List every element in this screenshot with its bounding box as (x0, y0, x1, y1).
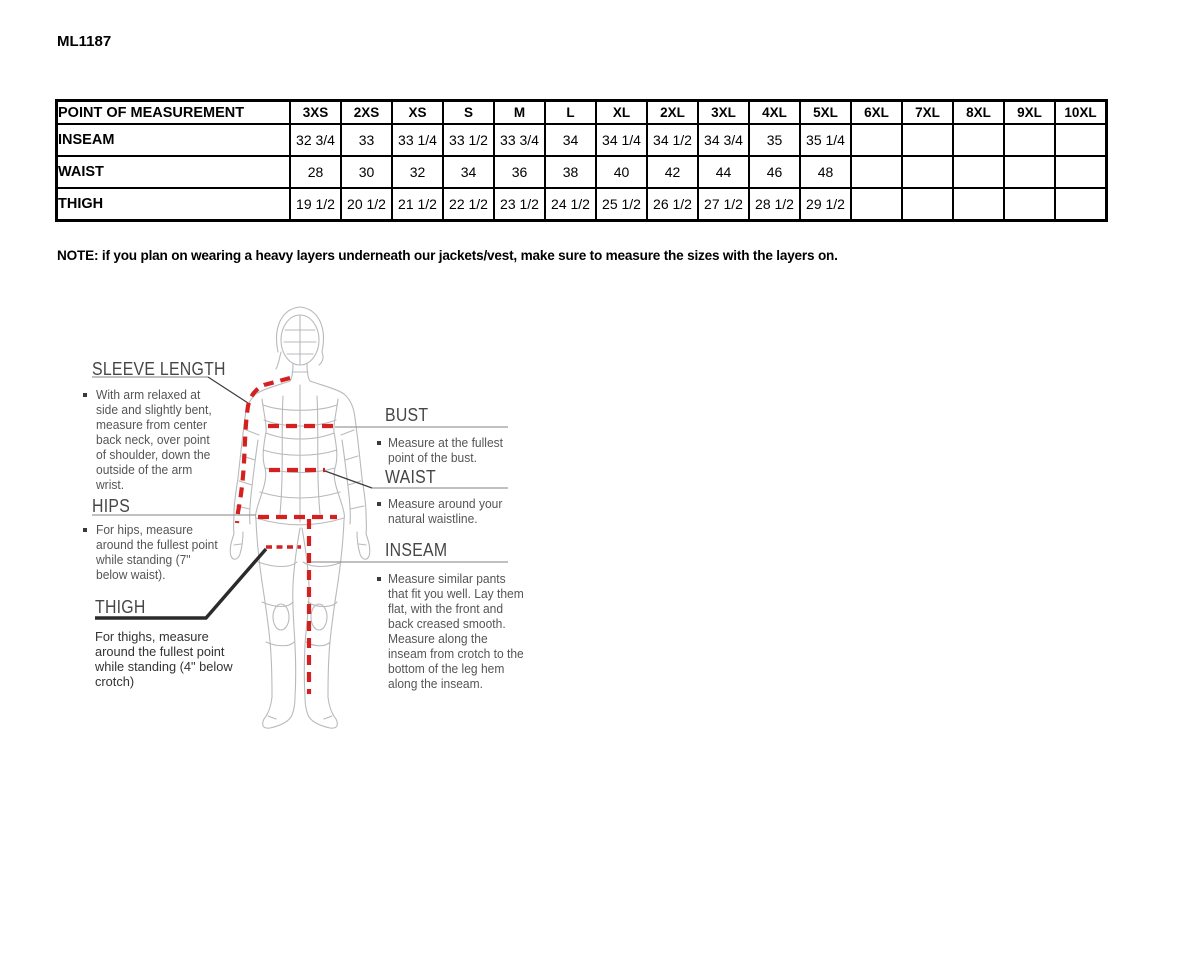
header-cell: 2XS (341, 101, 392, 125)
table-header-row (57, 101, 1107, 125)
value-cell (953, 124, 1004, 156)
value-cell (902, 156, 953, 188)
value-cell (851, 156, 902, 188)
value-cell: 34 (545, 124, 596, 156)
header-cell: 6XL (851, 101, 902, 125)
header-cell: S (443, 101, 494, 125)
value-cell (1004, 124, 1055, 156)
bullet-square (377, 441, 381, 445)
value-cell (851, 188, 902, 221)
bullet-square (377, 502, 381, 506)
header-cell: 10XL (1055, 101, 1107, 125)
value-cell: 32 3/4 (290, 124, 341, 156)
waist-heading: WAIST (385, 467, 436, 487)
value-cell: 28 1/2 (749, 188, 800, 221)
header-cell: 3XL (698, 101, 749, 125)
value-cell: 23 1/2 (494, 188, 545, 221)
value-cell: 34 (443, 156, 494, 188)
sleeve-length-description: With arm relaxed at side and slightly bent, measure from center back neck, over point of shoulder, down the outside of the arm wrist. (96, 387, 212, 492)
value-cell (1055, 124, 1107, 156)
value-cell: 24 1/2 (545, 188, 596, 221)
value-cell: 34 3/4 (698, 124, 749, 156)
value-cell: 32 (392, 156, 443, 188)
value-cell (953, 156, 1004, 188)
header-cell: XL (596, 101, 647, 125)
table-row-waist (57, 156, 1107, 188)
value-cell (1055, 156, 1107, 188)
value-cell: 28 (290, 156, 341, 188)
header-cell: XS (392, 101, 443, 125)
waist-description: Measure around your natural waistline. (388, 496, 503, 526)
value-cell: 29 1/2 (800, 188, 851, 221)
table-row-thigh (57, 188, 1107, 221)
row-label: THIGH (57, 188, 291, 221)
sleeve-length-heading: SLEEVE LENGTH (92, 359, 226, 379)
value-cell (1004, 188, 1055, 221)
header-cell: 5XL (800, 101, 851, 125)
value-cell: 33 1/2 (443, 124, 494, 156)
bullet-square (377, 577, 381, 581)
header-cell: L (545, 101, 596, 125)
value-cell (1004, 156, 1055, 188)
value-cell: 25 1/2 (596, 188, 647, 221)
header-cell: 3XS (290, 101, 341, 125)
value-cell: 44 (698, 156, 749, 188)
thigh-description: For thighs, measure around the fullest point while standing (4" below crotch) (95, 629, 233, 690)
note-text: NOTE: if you plan on wearing a heavy layers underneath our jackets/vest, make sure to measure the sizes with the layers on. (57, 248, 838, 263)
value-cell: 33 1/4 (392, 124, 443, 156)
header-cell: 8XL (953, 101, 1004, 125)
bust-heading: BUST (385, 405, 429, 425)
value-cell: 34 1/2 (647, 124, 698, 156)
hips-heading: HIPS (92, 496, 131, 516)
value-cell: 46 (749, 156, 800, 188)
value-cell (953, 188, 1004, 221)
header-cell: M (494, 101, 545, 125)
header-cell: POINT OF MEASUREMENT (57, 101, 291, 125)
value-cell: 34 1/4 (596, 124, 647, 156)
inseam-heading: INSEAM (385, 540, 448, 560)
bust-description: Measure at the fullest point of the bust. (388, 435, 504, 465)
bullet-square (83, 528, 87, 532)
thigh-heading: THIGH (95, 597, 146, 617)
value-cell: 20 1/2 (341, 188, 392, 221)
value-cell: 27 1/2 (698, 188, 749, 221)
value-cell: 42 (647, 156, 698, 188)
row-label: WAIST (57, 156, 291, 188)
wireframe-figure (230, 307, 370, 728)
measurement-lines (237, 378, 337, 694)
sleeve-measure-line (237, 378, 290, 523)
value-cell: 48 (800, 156, 851, 188)
size-chart-table (55, 99, 1108, 222)
value-cell (902, 124, 953, 156)
value-cell: 30 (341, 156, 392, 188)
value-cell: 26 1/2 (647, 188, 698, 221)
doc-title: ML1187 (57, 33, 112, 50)
header-cell: 7XL (902, 101, 953, 125)
row-label: INSEAM (57, 124, 291, 156)
table-row-inseam (57, 124, 1107, 156)
value-cell (1055, 188, 1107, 221)
value-cell: 33 (341, 124, 392, 156)
value-cell: 21 1/2 (392, 188, 443, 221)
value-cell: 19 1/2 (290, 188, 341, 221)
value-cell (851, 124, 902, 156)
value-cell: 33 3/4 (494, 124, 545, 156)
value-cell: 40 (596, 156, 647, 188)
value-cell: 36 (494, 156, 545, 188)
inseam-description: Measure similar pants that fit you well. Lay them flat, with the front and back creased smooth. Measure along the inseam from crotch to the bottom of the leg hem along the inseam. (388, 571, 524, 691)
header-cell: 2XL (647, 101, 698, 125)
value-cell: 35 1/4 (800, 124, 851, 156)
bullet-square (83, 393, 87, 397)
hips-description: For hips, measure around the fullest point while standing (7" below waist). (96, 522, 218, 582)
value-cell (902, 188, 953, 221)
value-cell: 22 1/2 (443, 188, 494, 221)
header-cell: 4XL (749, 101, 800, 125)
value-cell: 38 (545, 156, 596, 188)
header-cell: 9XL (1004, 101, 1055, 125)
value-cell: 35 (749, 124, 800, 156)
